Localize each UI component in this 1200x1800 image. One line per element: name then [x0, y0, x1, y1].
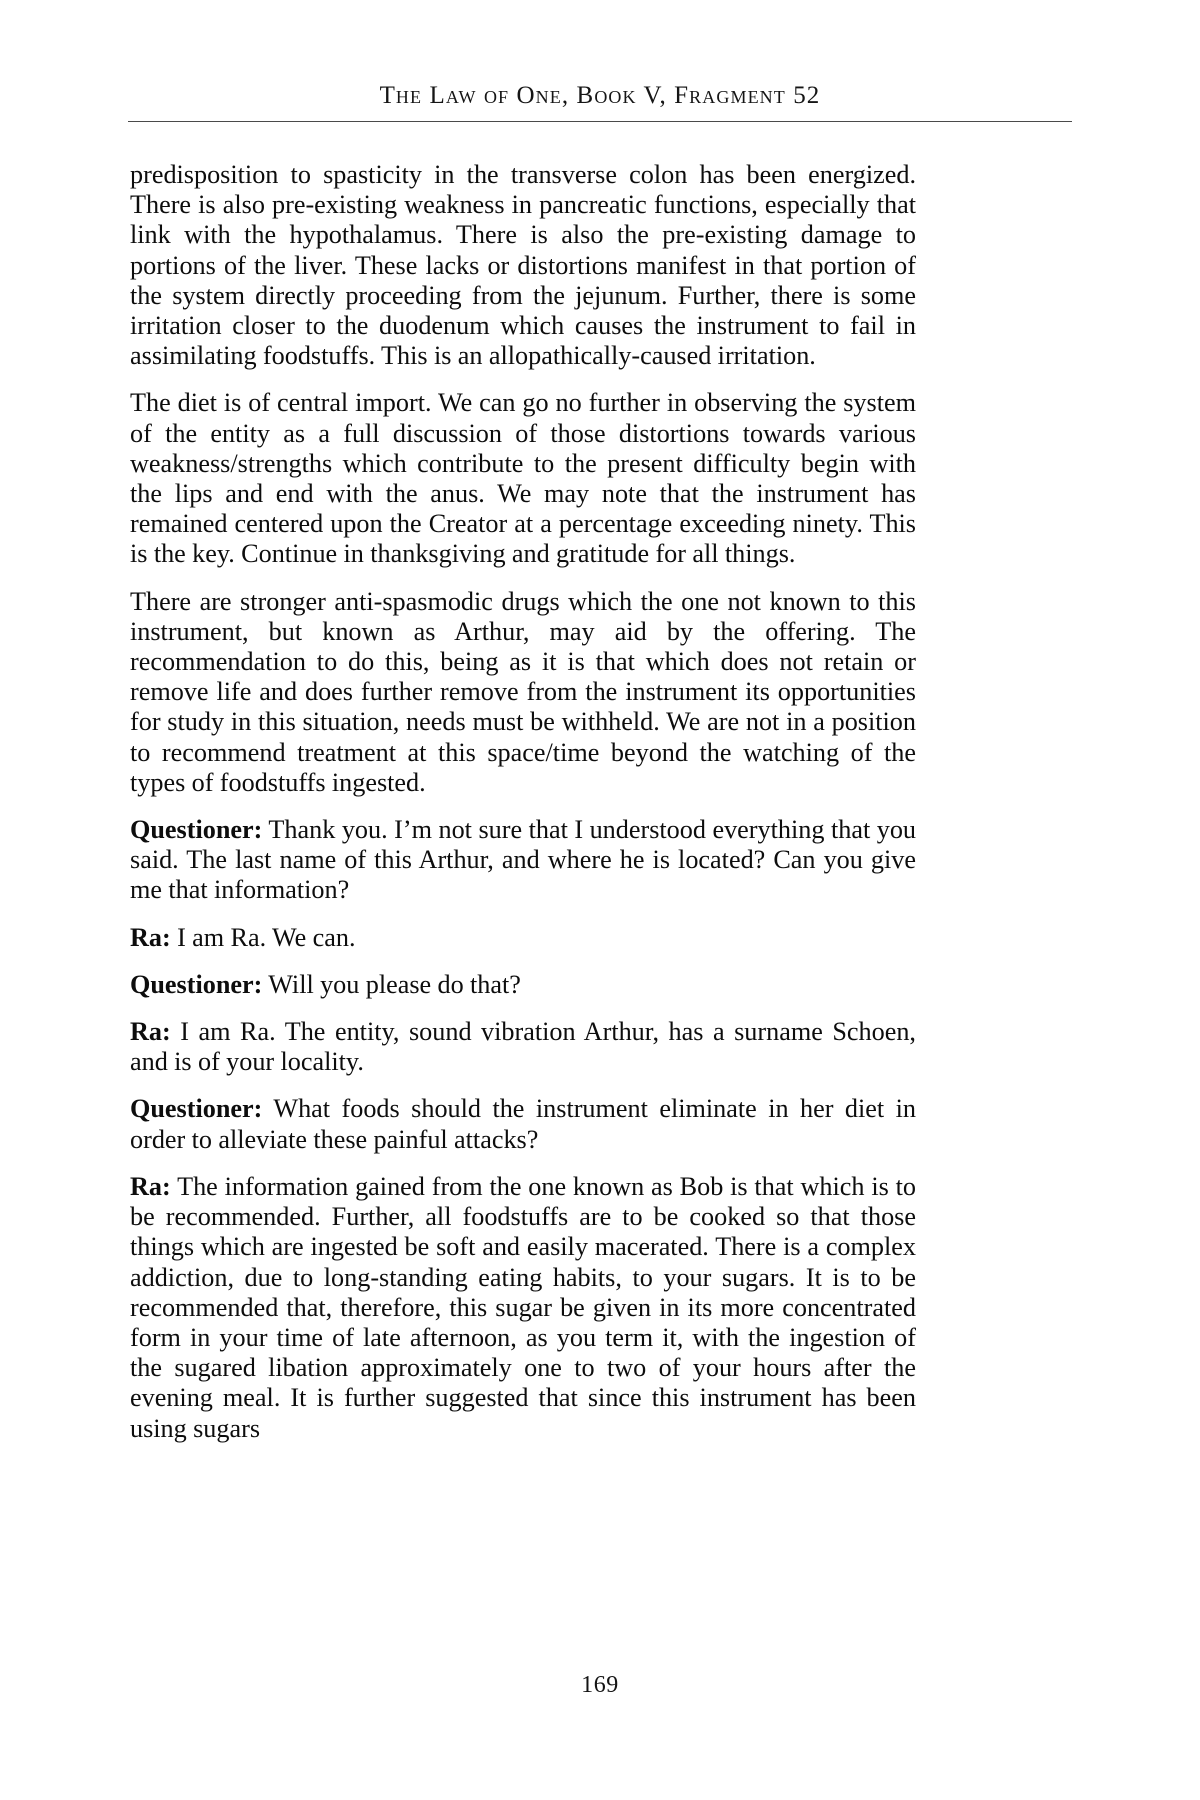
- body-text-column: [130, 160, 916, 1444]
- dialogue-paragraph: [130, 970, 916, 1000]
- paragraph: [130, 160, 916, 371]
- paragraph: [130, 388, 916, 569]
- running-head: The Law of One, Book V, Fragment 52: [379, 82, 821, 109]
- paragraph: [130, 587, 916, 798]
- paragraph-text: There are stronger anti-spasmodic drugs which the one not known to this instrument, but known as Arthur, may aid by the offering. The recommendation to do this, being as it is that which does not retain or remove life and does further remove from the instrument its opportunities for study in this situation, needs must be withheld. We are not in a position to recommend treatment at this space/time beyond the watching of the types of foodstuffs ingested.: [130, 586, 916, 797]
- speaker-label: Ra:: [130, 922, 171, 952]
- dialogue-paragraph: [130, 923, 916, 953]
- paragraph-text: I am Ra. The entity, sound vibration Arthur, has a surname Schoen, and is of your locality.: [130, 1017, 916, 1077]
- dialogue-paragraph: [130, 1172, 916, 1444]
- dialogue-paragraph: [130, 1017, 916, 1077]
- paragraph-text: Thank you. I’m not sure that I understood everything that you said. The last name of this Arthur, and where he is located? Can you give me that information?: [130, 815, 917, 905]
- header-rule: [128, 121, 1072, 122]
- paragraph-text: I am Ra. We can.: [177, 922, 356, 952]
- dialogue-paragraph: [130, 815, 916, 906]
- paragraph-text: predisposition to spasticity in the transverse colon has been energized. There is also pre-existing weakness in pancreatic functions, especially that link with the hypothalamus. There is also the pre-existing damage to portions of the liver. These lacks or distortions manifest in that portion of the system directly proceeding from the jejunum. Further, there is some irritation closer to the duodenum which causes the instrument to fail in assimilating foodstuffs. This is an allopathically-caused irritation.: [130, 160, 916, 371]
- page-header: [128, 82, 1072, 130]
- speaker-label: Questioner:: [130, 1094, 263, 1124]
- dialogue-paragraph: [130, 1094, 916, 1154]
- paragraph-text: The diet is of central import. We can go no further in observing the system of the entity as a full discussion of those distortions towards various weakness/strengths which contribute to the present difficulty begin with the lips and end with the anus. We may note that the instrument has remained centered upon the Creator at a percentage exceeding ninety. This is the key. Continue in thanksgiving and gratitude for all things.: [130, 388, 916, 569]
- page-number: 169: [581, 1672, 619, 1698]
- paragraph-text: The information gained from the one known as Bob is that which is to be recommended. Further, all foodstuffs are to be cooked so that those things which are ingested be soft and easily macerated. There is a complex addiction, due to long-standing eating habits, to your sugars. It is to be recommended that, therefore, this sugar be given in its more concentrated form in your time of late afternoon, as you term it, with the ingestion of the sugared libation approximately one to two of your hours after the evening meal. It is further suggested that since this instrument has been using sugars: [130, 1171, 916, 1443]
- paragraph-text: What foods should the instrument eliminate in her diet in order to alleviate these painful attacks?: [130, 1094, 916, 1154]
- speaker-label: Questioner:: [130, 815, 263, 845]
- paragraph-text: Will you please do that?: [268, 969, 521, 999]
- speaker-label: Questioner:: [130, 969, 263, 999]
- speaker-label: Ra:: [130, 1017, 171, 1047]
- speaker-label: Ra:: [130, 1171, 171, 1201]
